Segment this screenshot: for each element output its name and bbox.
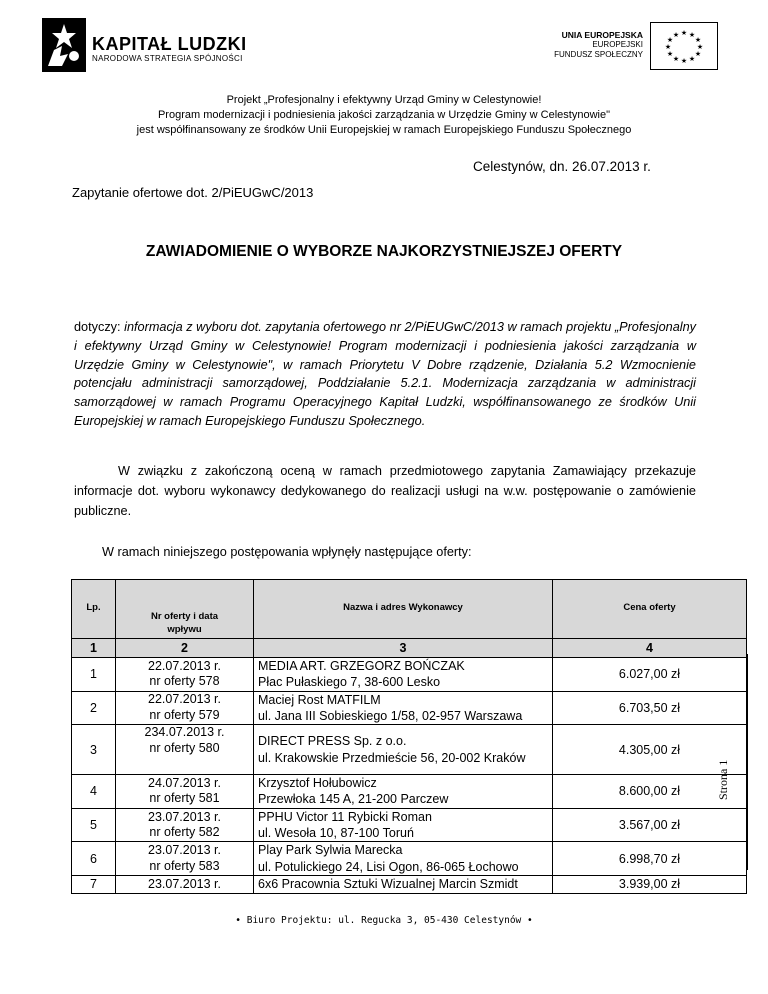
header-cena: Cena oferty [553,580,747,639]
concern-paragraph [74,318,696,431]
col-number-2: 2 [116,639,254,658]
row-lp: 3 [72,725,116,775]
row-nr: 23.07.2013 r. nr oferty 582 [116,808,254,842]
project-line-1: Projekt „Profesjonalny i efektywny Urząd Gminy w Celestynowie! [226,94,542,106]
row-lp: 6 [72,842,116,876]
header-wykonawca: Nazwa i adres Wykonawcy [254,580,553,639]
row-wykonawca: 6x6 Pracownia Sztuki Wizualnej Marcin Szmidt [254,875,553,893]
svg-text:★: ★ [680,57,688,65]
concern-label: dotyczy: [74,320,121,334]
offers-table [71,579,747,894]
eu-text [554,30,643,60]
table-header-row [72,580,747,639]
table-row [72,842,747,876]
svg-text:★: ★ [688,31,696,39]
col-number-4: 4 [553,639,747,658]
svg-text:★: ★ [672,55,680,63]
eu-line-3: FUNDUSZ SPOŁECZNY [554,50,643,59]
row-nr: 22.07.2013 r. nr oferty 578 [116,658,254,692]
header-lp: Lp. [72,580,116,639]
inquiry-reference: Zapytanie ofertowe dot. 2/PiEUGwC/2013 [72,185,314,200]
project-info [0,93,768,138]
kapital-ludzki-logo [40,16,88,74]
svg-text:★: ★ [694,36,702,44]
row-price: 6.998,70 zł [553,842,747,876]
eu-line-1: UNIA EUROPEJSKA [561,30,643,40]
page-number-label: Strona 1 [716,759,730,800]
table-row [72,875,747,893]
eu-logo-block [548,22,718,72]
svg-text:★: ★ [680,29,688,37]
row-price: 6.703,50 zł [553,691,747,725]
offers-intro: W ramach niniejszego postępowania wpłynęły następujące oferty: [102,545,472,559]
row-price: 4.305,00 zł [553,725,747,775]
main-paragraph-text: W związku z zakończoną oceną w ramach przedmiotowego zapytania Zamawiający przekazuje informacje dot. wyboru wykonawcy dedykowanego do realizacji usługi na w.w. postępowanie o zamówienie publiczne. [74,464,696,518]
row-nr: 24.07.2013 r. nr oferty 581 [116,775,254,809]
row-wykonawca: DIRECT PRESS Sp. z o.o. ul. Krakowskie Przedmieście 56, 20-002 Kraków [254,725,553,775]
table-row [72,658,747,692]
row-nr: 22.07.2013 r. nr oferty 579 [116,691,254,725]
svg-text:★: ★ [694,50,702,58]
document-title: ZAWIADOMIENIE O WYBORZE NAJKORZYSTNIEJSZEJ OFERTY [145,243,623,260]
row-nr: 23.07.2013 r. [116,875,254,893]
row-price: 6.027,00 zł [553,658,747,692]
page-footer: • Biuro Projektu: ul. Regucka 3, 05-430 Celestynów • [235,915,533,926]
kapital-ludzki-title: KAPITAŁ LUDZKI [92,34,247,54]
col-number-1: 1 [72,639,116,658]
row-lp: 2 [72,691,116,725]
table-row [72,691,747,725]
row-wykonawca: Maciej Rost MATFILM ul. Jana III Sobieskiego 1/58, 02-957 Warszawa [254,691,553,725]
row-price: 3.939,00 zł [553,875,747,893]
table-row [72,725,747,775]
svg-text:★: ★ [664,43,672,51]
row-lp: 4 [72,775,116,809]
eu-line-2: EUROPEJSKI [592,40,643,49]
column-number-row [72,639,747,658]
header-nr-oferty: Nr oferty i data wpływu [116,580,254,639]
project-line-2: Program modernizacji i podniesienia jakości zarządzania w Urzędzie Gminy w Celestynowie" [157,109,611,121]
table-row [72,775,747,809]
row-lp: 5 [72,808,116,842]
date-line: Celestynów, dn. 26.07.2013 r. [473,159,651,174]
row-price: 8.600,00 zł [553,775,747,809]
svg-text:★: ★ [666,36,674,44]
svg-text:★: ★ [666,50,674,58]
project-line-3: jest współfinansowany ze środków Unii Europejskiej w ramach Europejskiego Funduszu Społecznego [136,124,632,136]
row-wykonawca: PPHU Victor 11 Rybicki Roman ul. Wesoła 10, 87-100 Toruń [254,808,553,842]
kapital-ludzki-emblem-icon [40,16,88,74]
row-wykonawca: Krzysztof Hołubowicz Przewłoka 145 A, 21-200 Parczew [254,775,553,809]
page-side-rule [747,654,748,870]
svg-text:★: ★ [696,43,704,51]
svg-text:★: ★ [672,31,680,39]
row-wykonawca: MEDIA ART. GRZEGORZ BOŃCZAK Płac Pułaskiego 7, 38-600 Lesko [254,658,553,692]
concern-text: informacja z wyboru dot. zapytania ofertowego nr 2/PiEUGwC/2013 w ramach projektu „Profesjonalny i efektywny Urząd Gminy w Celestynowie! Program modernizacji i podniesienia jakości zarządzania w Urzędzie Gminy w Celestynowie", w ramach Priorytetu V Dobre rządzenie, Działania 5.2 Wzmocnienie potencjału administracji samorządowej, Poddziałanie 5.2.1. Modernizacja zarządzania w administracji samorządowej w ramach Programu Operacyjnego Kapitał Ludzki, współfinansowanego ze środków Unii Europejskiej w ramach Europejskiego Funduszu Społecznego. [74,320,696,428]
row-wykonawca: Play Park Sylwia Marecka ul. Potulickiego 24, Lisi Ogon, 86-065 Łochowo [254,842,553,876]
svg-text:★: ★ [688,55,696,63]
table-row [72,808,747,842]
col-number-3: 3 [254,639,553,658]
eu-flag-icon [650,22,718,70]
kapital-ludzki-subtitle: NARODOWA STRATEGIA SPÓJNOŚCI [92,54,243,63]
row-nr: 234.07.2013 r. nr oferty 580 [116,725,254,775]
row-nr: 23.07.2013 r. nr oferty 583 [116,842,254,876]
row-lp: 1 [72,658,116,692]
row-lp: 7 [72,875,116,893]
row-price: 3.567,00 zł [553,808,747,842]
main-paragraph [74,461,696,521]
